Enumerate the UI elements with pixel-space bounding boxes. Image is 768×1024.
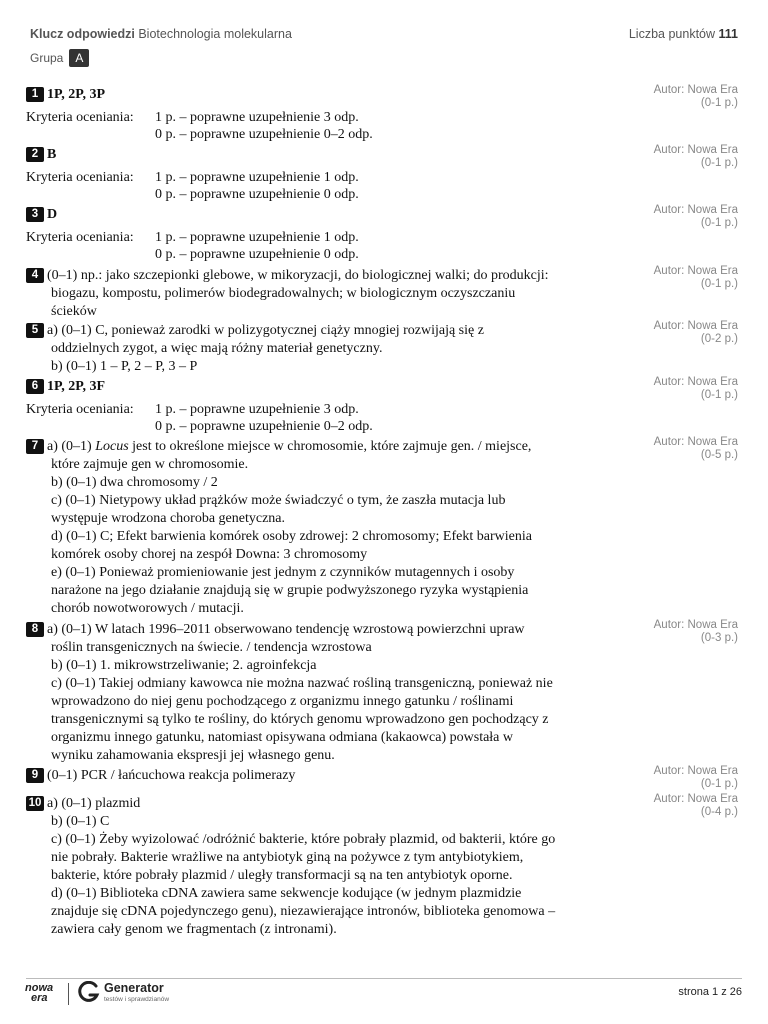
question-10: 10 a) (0–1) plazmid b) (0–1) C c) (0–1) Żeby wyizolować /odróżnić bakterie, które pobrały plazmid, od bakterii, które go nie pobrały. Bakterie wrażliwe na antybiotyk giną na pożywce z tym antybiotykiem, bakterie, które pobrały plazmid / uległy transformacji są na ten antybiotyk oporne. d) (0–1) Biblioteka cDNA zawiera same sekwencje kodujące (w jednym plazmidzie znajduje się cDNA pojedynczego genu), niezawierające intronów, biblioteka genomowa – zawiera cały genom we fragmentach (z intronami).	[26, 795, 666, 939]
question-9: 9 (0–1) PCR / łańcuchowa reakcja polimerazy	[26, 767, 666, 785]
question-number-badge: 1	[26, 87, 44, 102]
question-number-badge: 8	[26, 622, 44, 637]
question-4: 4 (0–1) np.: jako szczepionki glebowe, w mikoryzacji, do biologicznej walki; do produkcji: biogazu, kompostu, polimerów biodegradowalnych; w biologicznym oczyszczaniu ścieków	[26, 267, 666, 321]
question-6	[26, 378, 666, 435]
question-number-badge: 5	[26, 323, 44, 338]
author-note: Autor: Nowa Era (0-1 p.)	[653, 376, 738, 401]
author-note: Autor: Nowa Era (0-4 p.)	[653, 793, 738, 818]
criteria: Kryteria oceniania: 1 p. – poprawne uzupełnienie 1 odp. 0 p. – poprawne uzupełnienie 0 odp.	[26, 230, 359, 262]
author-note: Autor: Nowa Era (0-1 p.)	[653, 144, 738, 169]
author-note: Autor: Nowa Era (0-3 p.)	[653, 619, 738, 644]
nowa-era-logo: nowa era	[25, 982, 54, 1004]
page-header	[30, 27, 738, 87]
group-indicator: Grupa A	[30, 49, 89, 67]
generator-g-icon	[78, 981, 100, 1003]
answer: B	[47, 147, 57, 162]
page-number: strona 1 z 26	[678, 986, 742, 998]
question-7: 7 a) (0–1) Locus jest to określone miejsce w chromosomie, które zajmuje gen. / miejsce, które zajmuje gen w chromosomie. b) (0–1) dwa chromosomy / 2 c) (0–1) Nietypowy układ prążków może świadczyć o tym, że zaszła mutacja lub występuje wrodzona choroba genetyczna. d) (0–1) C; Efekt barwienia komórek osoby zdrowej: 2 chromosomy; Efekt barwienia komórek osoby chorej na zespół Downa: 3 chromosomy e) (0–1) Ponieważ promieniowanie jest jednym z czynników mutagennych i osoby narażone na jego działanie znajdują się w grupie podwyższonego ryzyka wystąpienia chorób nowotworowych / mutacji.	[26, 438, 666, 618]
author-note: Autor: Nowa Era (0-5 p.)	[653, 436, 738, 461]
question-number-badge: 4	[26, 268, 44, 283]
question-number-badge: 7	[26, 439, 44, 454]
logo-separator	[68, 983, 69, 1005]
author-note: Autor: Nowa Era (0-1 p.)	[653, 765, 738, 790]
answer: 1P, 2P, 3F	[47, 379, 106, 394]
footer-divider	[26, 978, 742, 979]
total-points: Liczba punktów 111	[628, 27, 738, 41]
author-note: Autor: Nowa Era (0-1 p.)	[653, 204, 738, 229]
author-note: Autor: Nowa Era (0-1 p.)	[653, 265, 738, 290]
document-title: Klucz odpowiedzi Biotechnologia molekularna	[30, 27, 292, 41]
author-note: Autor: Nowa Era (0-1 p.)	[653, 84, 738, 109]
question-5: 5 a) (0–1) C, ponieważ zarodki w polizygotycznej ciąży mnogiej rozwijają się z oddzielnych zygot, a więc mają różny materiał genetyczny. b) (0–1) 1 – P, 2 – P, 3 – P	[26, 322, 666, 376]
question-1	[26, 86, 666, 143]
group-badge: A	[69, 49, 89, 67]
criteria: Kryteria oceniania: 1 p. – poprawne uzupełnienie 3 odp. 0 p. – poprawne uzupełnienie 0–2 odp.	[26, 110, 373, 142]
question-number-badge: 6	[26, 379, 44, 394]
question-8: 8 a) (0–1) W latach 1996–2011 obserwowano tendencję wzrostową powierzchni upraw roślin transgenicznych na świecie. / tendencja wzrostowa b) (0–1) 1. mikrowstrzeliwanie; 2. agroinfekcja c) (0–1) Takiej odmiany kawowca nie można nazwać rośliną transgeniczną, ponieważ nie wprowadzono do niej genu pochodzącego z organizmu innego gatunku / roślinami transgenicznymi są tylko te rośliny, do których genomu wprowadzono gen pochodzący z organizmu innego gatunku, natomiast opisywana odmiana (kakaowca) powstała w wyniku zahamowania ekspresji jej własnego genu.	[26, 621, 666, 765]
question-2	[26, 146, 666, 203]
question-number-badge: 10	[26, 796, 44, 811]
answer: D	[47, 207, 58, 222]
question-number-badge: 9	[26, 768, 44, 783]
question-number-badge: 2	[26, 147, 44, 162]
criteria: Kryteria oceniania: 1 p. – poprawne uzupełnienie 1 odp. 0 p. – poprawne uzupełnienie 0 odp.	[26, 170, 359, 202]
answer: 1P, 2P, 3P	[47, 87, 106, 102]
question-3	[26, 206, 666, 263]
author-note: Autor: Nowa Era (0-2 p.)	[653, 320, 738, 345]
criteria: Kryteria oceniania: 1 p. – poprawne uzupełnienie 3 odp. 0 p. – poprawne uzupełnienie 0–2 odp.	[26, 402, 373, 434]
question-number-badge: 3	[26, 207, 44, 222]
